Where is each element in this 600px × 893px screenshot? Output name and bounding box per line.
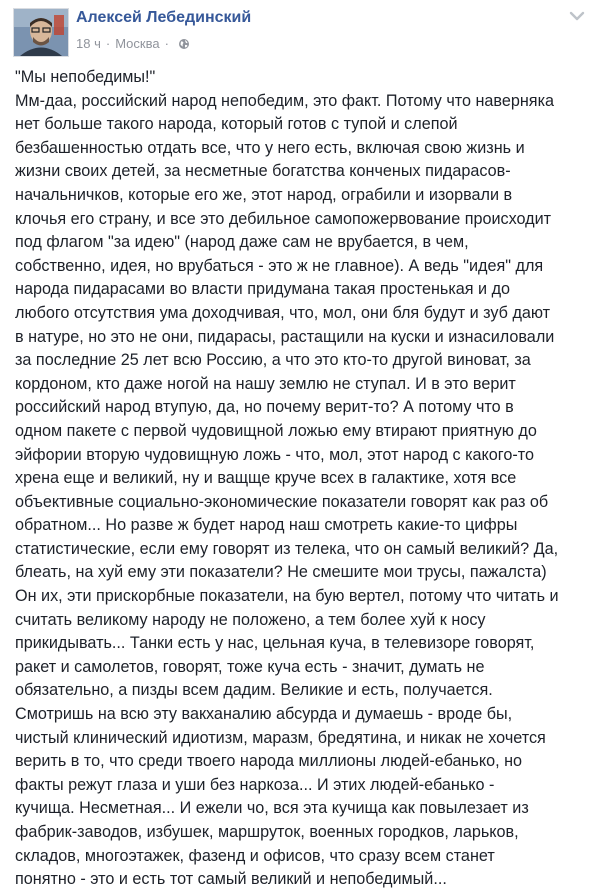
post-body-line: понятно - это и есть тот самый великий и непобедимый...	[15, 870, 447, 889]
post-body-line: блеать, на хуй ему эти показатели? Не смешите мои трусы, пажалста)	[15, 563, 547, 582]
post-body-line: народа пидарасами во власти придумана такая простенькая и до	[15, 280, 511, 299]
post-body-line: начальничков, которые его же, этот народ, ограбили и изорвали в	[15, 185, 513, 204]
post-body-line: одном пакете с первой чудовищной ложью ему втирают приятную до	[15, 421, 537, 440]
post-body-line: нет больше такого народа, который готов с тупой и слепой	[15, 115, 458, 134]
post-body-line: хрена еще и великий, ну и ващще круче всех в галактике, хотя все	[15, 469, 517, 488]
post-body-line: объективные социально-экономические показатели говорят как раз об	[15, 492, 549, 511]
post-body-line: факты режут глаза и уши без наркоза... И этих людей-ебанько -	[15, 775, 495, 794]
post-body-line: обязательно, а пизды всем дадим. Великие и есть, получается.	[15, 681, 493, 700]
post-body-line: безбашенностью отдать все, что у него есть, включая свою жизнь и	[15, 138, 525, 157]
meta-separator: ·	[105, 36, 111, 51]
post-body-line: кучища. Несметная... И ежели чо, вся эта кучища как повылезает из	[15, 799, 529, 818]
meta-separator: ·	[164, 36, 169, 51]
post-body-line: фабрик-заводов, избушек, маршруток, военных городков, ларьков,	[15, 823, 519, 841]
post-body-line: обратном... Но разве ж будет народ наш смотреть какие-то цифры	[15, 516, 518, 535]
post-body-line: любого отсутствия ума доходчивая, что, мол, они бля будут и зуб дают	[15, 303, 551, 322]
globe-icon[interactable]	[178, 38, 190, 50]
author-photo	[14, 9, 68, 56]
post-body-line: статистические, если ему говорят из телека, что он самый великий? Да,	[15, 539, 559, 558]
post-body-line: под флагом "за идею" (народ даже сам не врубается, в чем,	[15, 233, 469, 252]
post-body-line: Мм-даа, российский народ непобедим, это факт. Потому что наверняка	[15, 91, 555, 110]
post-body-line: прикидывать... Танки есть у нас, цельная куча, в телевизоре говорят,	[15, 634, 535, 653]
post-body	[15, 66, 595, 892]
post-body-line: Он их, эти прискорбные показатели, на бую вертел, потому что читать и	[15, 587, 559, 606]
post-meta	[76, 36, 190, 51]
post-body-line: жизни своих детей, за несметные богатства конченых пидарасов-	[15, 162, 511, 181]
post-body-line: клочья его страну, и все это дебильное самопожервование происходит	[15, 209, 552, 228]
chevron-down-icon[interactable]	[569, 10, 585, 22]
post-body-line: Смотришь на всю эту вакханалию абсурда и думаешь - вроде бы,	[15, 705, 513, 724]
post-body-line: верить в то, что среди твоего народа миллионы людей-ебанько, но	[15, 752, 523, 771]
author-avatar[interactable]	[13, 8, 69, 57]
post-body-line: "Мы непобедимы!"	[15, 68, 156, 86]
post-body-line: российский народ втупую, да, но почему верит-то? А потому что в	[15, 398, 514, 417]
post-header	[0, 0, 600, 64]
post-body-line: ракет и самолетов, говорят, тоже куча есть - значит, думать не	[15, 657, 485, 676]
post-body-line: собственно, идея, но врубаться - это ж не главное). А ведь "идея" для	[15, 256, 544, 275]
post-body-line: в натуре, но это не они, пидарасы, растащили на куски и изнасиловали	[15, 327, 555, 346]
post-body-line: за последние 25 лет всю Россию, а что это кто-то другой виноват, за	[15, 351, 531, 370]
post-body-line: эйфории вторую чудовищную ложь - что, мол, этот народ с какого-то	[15, 445, 534, 464]
post-body-line: складов, многоэтажек, фазенд и офисов, что сразу всем станет	[15, 846, 495, 865]
post-body-line: чистый клинический идиотизм, маразм, бредятина, и никак не хочется	[15, 728, 546, 747]
author-name[interactable]: Алексей Лебединский	[76, 9, 252, 26]
post-time[interactable]: 18 ч	[76, 36, 101, 51]
post-body-line: считать великому народу не положено, а тем более хуй к носу	[15, 610, 486, 629]
post-body-line: кордоном, кто даже ногой на нашу землю не ступал. И в это верит	[15, 374, 516, 393]
post-location[interactable]: Москва	[115, 36, 160, 51]
